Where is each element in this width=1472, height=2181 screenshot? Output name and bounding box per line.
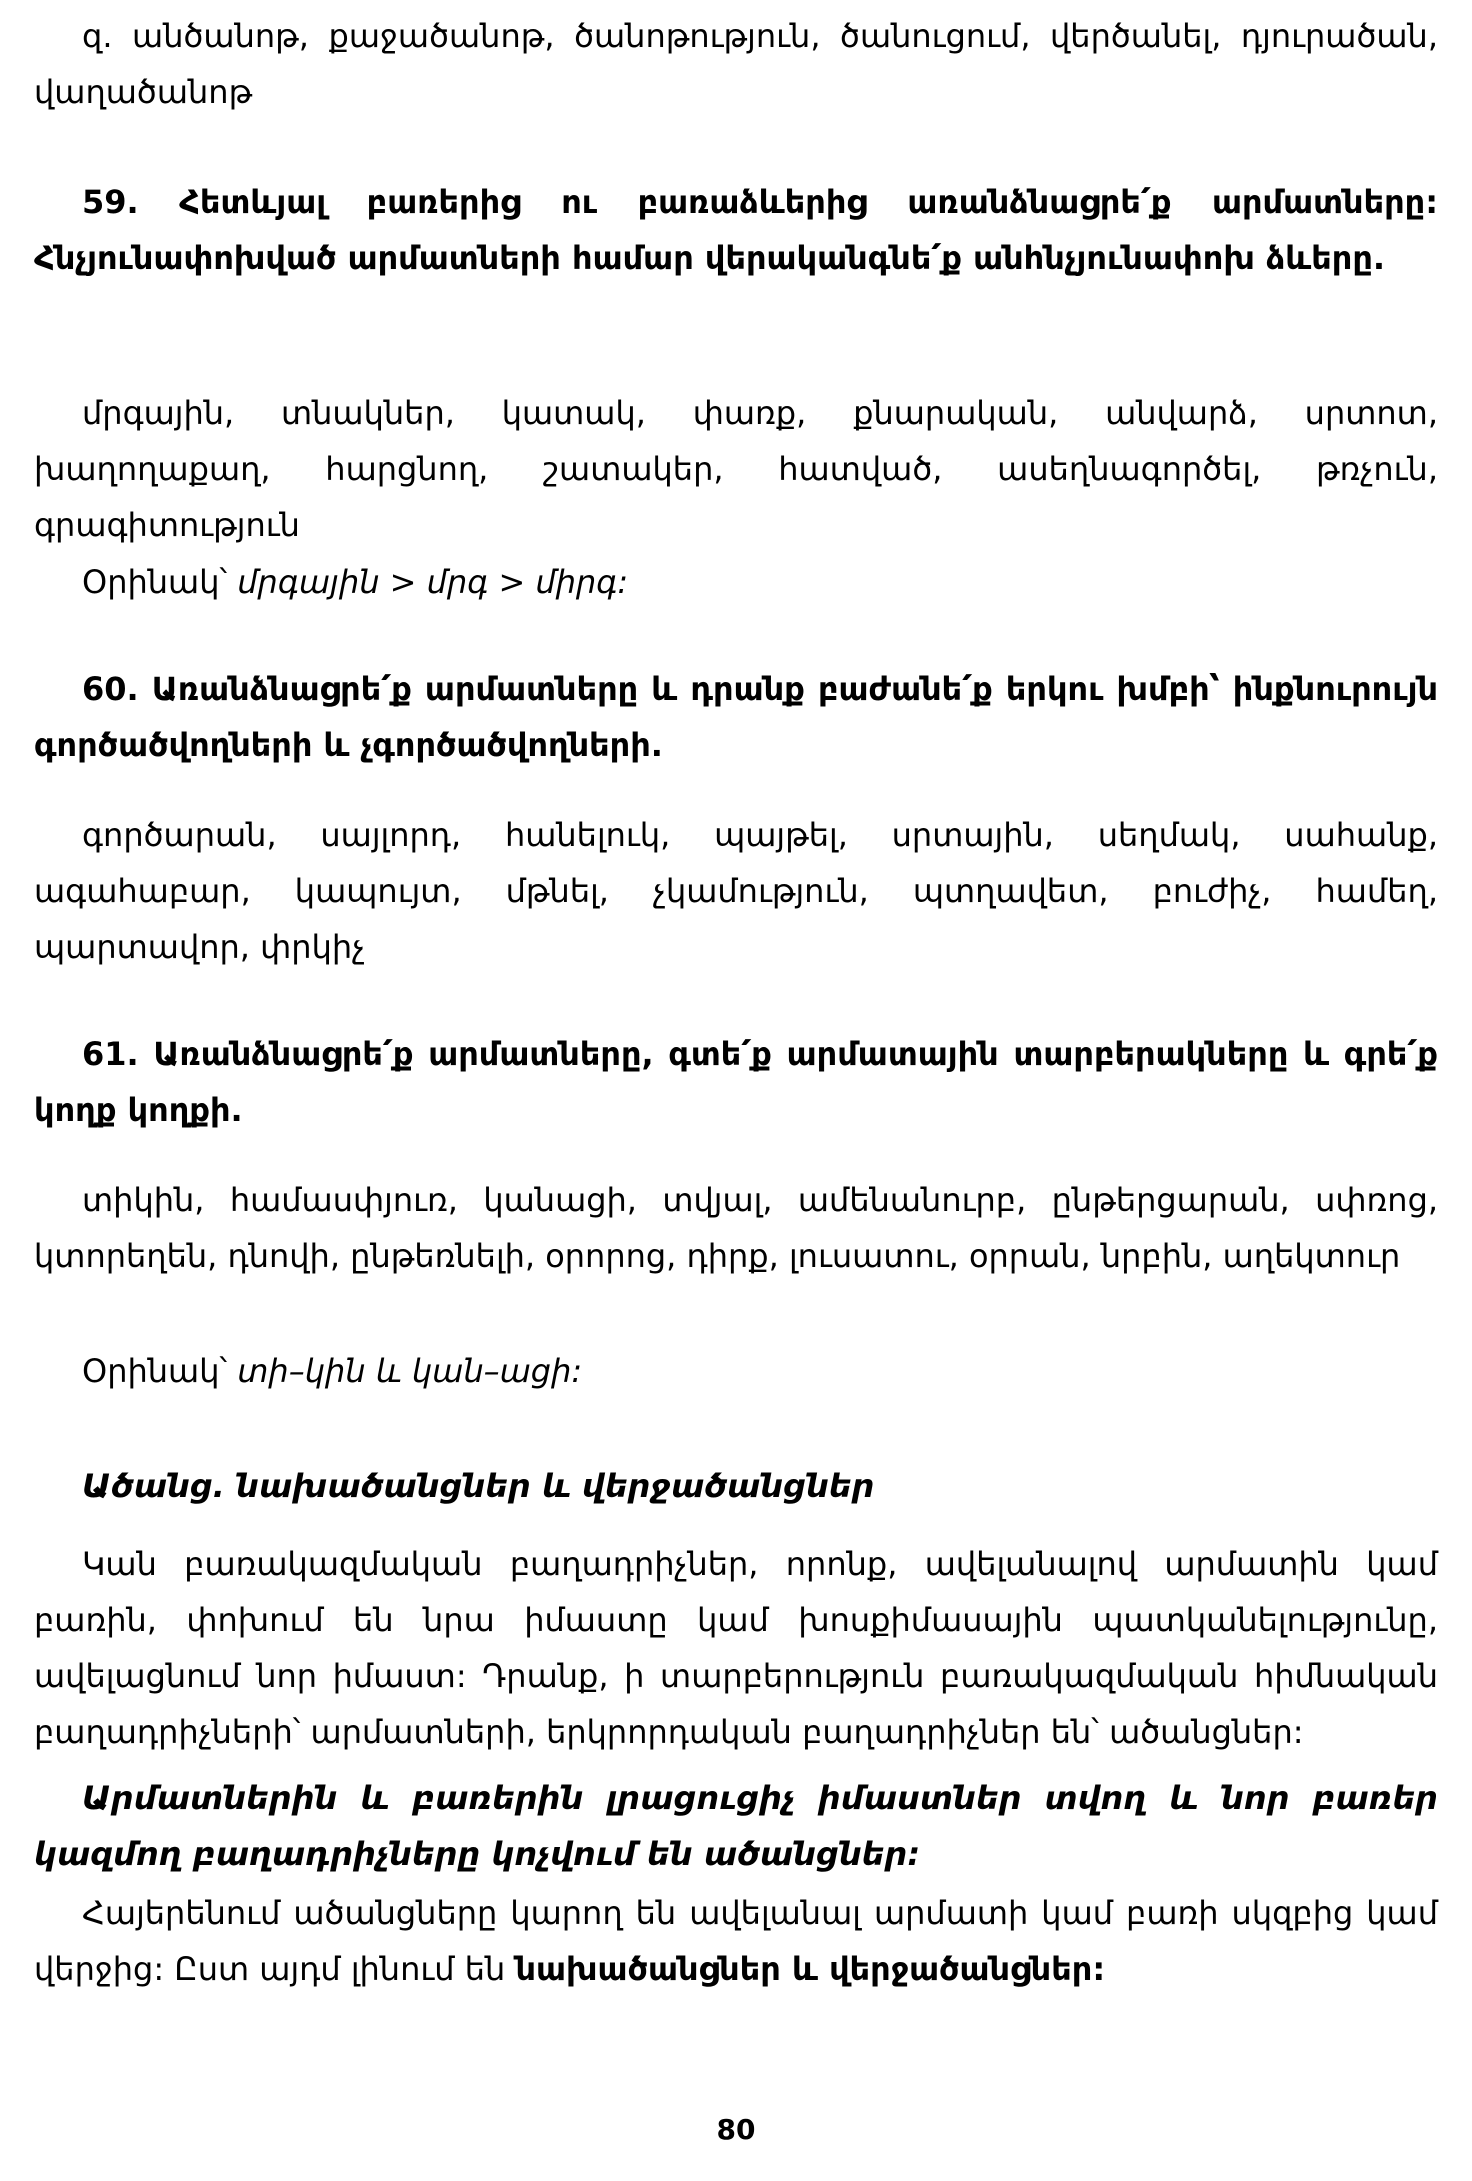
exercise-task-text: Հետևյալ բառերից ու բառաձևերից առանձնացրե՛ք արմատները: Հնչյունափոխված արմատների համար վերականգնե՛ք անհնչյունափոխ ձևերը.	[34, 183, 1439, 277]
exercise-60-heading	[34, 661, 1438, 773]
word-list: մրգային, տնակներ, կատակ, փառք, քնարական, անվարձ, սրտոտ, խաղողաքաղ, հարցնող, շատակեր, հատված, ասեղնագործել, թռչուն, գրագիտություն	[34, 394, 1438, 544]
example-line	[34, 554, 1438, 610]
section-title: Ածանց. նախածանցներ և վերջածանցներ	[82, 1467, 875, 1505]
example-label: Օրինակ՝	[82, 1352, 228, 1390]
body-text: Հայերենում ածանցները կարող են ավելանալ արմատի կամ բառի սկզբից կամ վերջից: Ըստ այդմ լինում են	[34, 1894, 1438, 1988]
exercise-59-heading	[34, 174, 1438, 286]
word-list: զ. անծանոթ, քաջածանոթ, ծանոթություն, ծանուցում, վերծանել, դյուրածան, վաղածանոթ	[34, 17, 1438, 111]
exercise-task	[34, 661, 1438, 773]
section-definition	[34, 1770, 1438, 1882]
exercise-59-words	[34, 385, 1438, 553]
example-line	[34, 1343, 1438, 1399]
example-text: մրգային > մրգ > միրգ:	[237, 563, 629, 601]
exercise-61-heading	[34, 1026, 1438, 1138]
exercise-59-example	[34, 554, 1438, 610]
word-list: գործարան, սայլորդ, հանելուկ, պայթել, սրտային, սեղմակ, սահանք, ագահաբար, կապույտ, մթնել, չկամություն, պտղավետ, բուժիչ, համեղ, պարտավոր, փրկիչ	[34, 816, 1438, 966]
example-label: Օրինակ՝	[82, 563, 228, 601]
definition-paragraph: Արմատներին և բառերին լրացուցիչ իմաստներ տվող և նոր բառեր կազմող բաղադրիչները կոչվում են ածանցներ:	[34, 1779, 1438, 1873]
section-paragraph-3	[34, 1885, 1438, 1997]
previous-exercise-tail	[34, 8, 1438, 120]
example-text: տի–կին և կան–ացի:	[237, 1352, 583, 1390]
exercise-number: 60.	[82, 670, 139, 708]
exercise-60-words	[34, 807, 1438, 975]
page-number: 80	[716, 2113, 756, 2146]
section-heading	[34, 1458, 1438, 1514]
body-paragraph	[34, 1885, 1438, 1997]
exercise-61-words	[34, 1172, 1438, 1284]
exercise-61-example	[34, 1343, 1438, 1399]
body-paragraph: Կան բառակազմական բաղադրիչներ, որոնք, ավելանալով արմատին կամ բառին, փոխում են նրա իմաստը կամ խոսքիմասային պատկանելությունը, ավելացնում նոր իմաստ: Դրանք, ի տարբերություն բառակազմական հիմնական բաղադրիչների՝ արմատների, երկրորդական բաղադրիչներ են՝ ածանցներ:	[34, 1545, 1438, 1751]
section-paragraph-1	[34, 1536, 1438, 1760]
exercise-task	[34, 1026, 1438, 1138]
exercise-number: 61.	[82, 1035, 139, 1073]
exercise-number: 59.	[82, 183, 139, 221]
body-bold-text: նախածանցներ և վերջածանցներ:	[515, 1950, 1106, 1988]
textbook-page	[34, 0, 1438, 2181]
word-list: տիկին, համասփյուռ, կանացի, տվյալ, ամենանուրբ, ընթերցարան, սփռոց, կտորեղեն, դնովի, ընթեռնելի, օրորոց, դիրք, լուսատու, օրրան, նրբին, աղեկտուր	[34, 1181, 1438, 1275]
exercise-task-text: Առանձնացրե՛ք արմատները և դրանք բաժանե՛ք երկու խմբի՝ ինքնուրույն գործածվողների և չգործածվողների.	[34, 670, 1439, 764]
exercise-task-text: Առանձնացրե՛ք արմատները, գտե՛ք արմատային տարբերակները և գրե՛ք կողք կողքի.	[34, 1035, 1439, 1129]
exercise-task	[34, 174, 1438, 286]
